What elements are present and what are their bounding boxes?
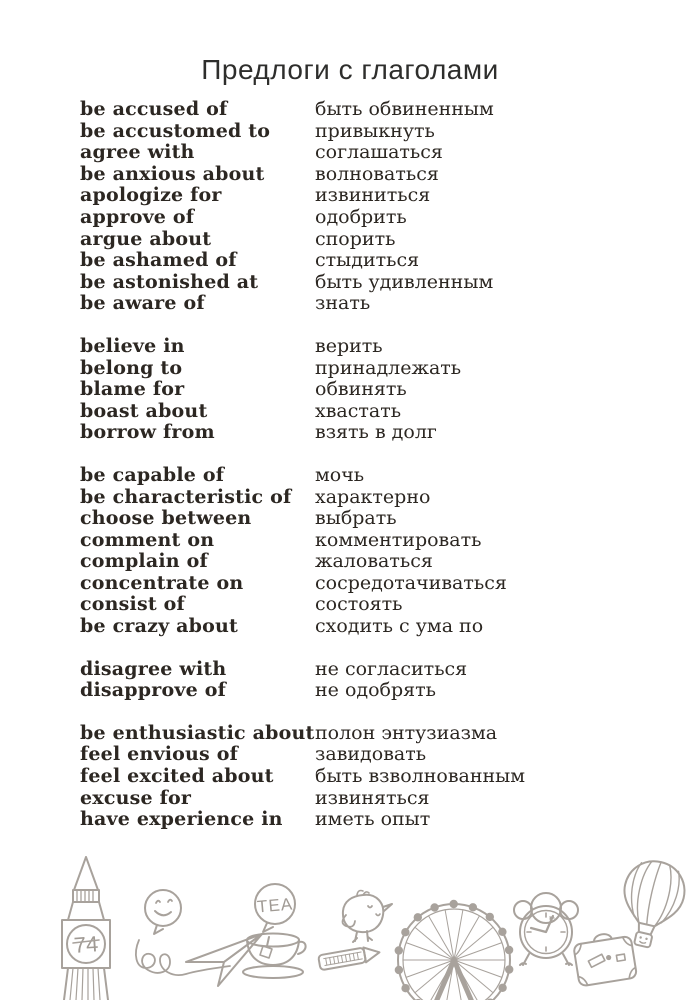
english-phrase: be characteristic of	[80, 485, 292, 508]
vocab-row	[80, 508, 525, 530]
tea-cup-doodle	[236, 880, 314, 992]
english-phrase: comment on	[80, 528, 215, 551]
english-phrase: concentrate on	[80, 571, 244, 594]
english-phrase: be crazy about	[80, 615, 238, 638]
vocab-row	[80, 121, 525, 143]
vocab-row	[80, 185, 525, 207]
russian-translation: обвинять	[315, 378, 407, 401]
english-phrase: belong to	[80, 356, 183, 379]
english-phrase: borrow from	[80, 421, 215, 444]
vocab-row	[80, 336, 525, 358]
english-phrase: be accustomed to	[80, 119, 271, 142]
russian-translation: не одобрять	[315, 679, 436, 702]
vocab-row	[80, 809, 525, 831]
english-phrase: be capable of	[80, 463, 225, 486]
english-phrase: agree with	[80, 141, 195, 164]
hot-air-balloon-doodle	[612, 856, 690, 956]
vocab-row	[80, 358, 525, 380]
big-ben-doodle	[46, 854, 130, 1000]
english-phrase: approve of	[80, 205, 195, 228]
english-phrase: be anxious about	[80, 162, 265, 185]
english-phrase: be aware of	[80, 292, 205, 315]
russian-translation: спорить	[315, 227, 396, 250]
vocab-row	[80, 99, 525, 121]
russian-translation: знать	[315, 292, 371, 315]
vocab-list	[80, 99, 525, 831]
vocab-row	[80, 616, 525, 638]
vocab-row	[80, 487, 525, 509]
vocab-group	[80, 659, 525, 702]
tea-bubble-label: TEA	[256, 894, 294, 917]
russian-translation: сосредотачиваться	[315, 571, 507, 594]
english-phrase: be ashamed of	[80, 249, 237, 272]
russian-translation: состоять	[315, 593, 403, 616]
vocab-row	[80, 680, 525, 702]
russian-translation: комментировать	[315, 528, 482, 551]
vocab-row	[80, 293, 525, 315]
vocab-row	[80, 530, 525, 552]
russian-translation: верить	[315, 334, 383, 357]
vocab-row	[80, 659, 525, 681]
ferris-wheel-doodle	[390, 884, 522, 1000]
russian-translation: характерно	[315, 485, 431, 508]
english-phrase: argue about	[80, 227, 212, 250]
english-phrase: feel envious of	[80, 743, 238, 766]
vocab-row	[80, 272, 525, 294]
vocab-row	[80, 465, 525, 487]
english-phrase: consist of	[80, 593, 185, 616]
russian-translation: извиниться	[315, 184, 431, 207]
russian-translation: иметь опыт	[315, 808, 431, 831]
vocab-group	[80, 723, 525, 831]
vocab-row	[80, 744, 525, 766]
russian-translation: мочь	[315, 463, 365, 486]
russian-translation: жаловаться	[315, 550, 433, 573]
vocab-row	[80, 422, 525, 444]
vocab-row	[80, 207, 525, 229]
english-phrase: complain of	[80, 550, 208, 573]
russian-translation: не согласиться	[315, 657, 468, 680]
vocab-row	[80, 594, 525, 616]
vocab-group	[80, 99, 525, 315]
russian-translation: соглашаться	[315, 141, 443, 164]
english-phrase: be enthusiastic about	[80, 721, 315, 744]
russian-translation: привыкнуть	[315, 119, 435, 142]
english-phrase: excuse for	[80, 786, 192, 809]
english-phrase: choose between	[80, 507, 252, 530]
english-phrase: be astonished at	[80, 270, 259, 293]
english-phrase: blame for	[80, 378, 185, 401]
russian-translation: одобрить	[315, 205, 407, 228]
vocab-row	[80, 788, 525, 810]
vocab-group	[80, 336, 525, 444]
russian-translation: волноваться	[315, 162, 439, 185]
english-phrase: disagree with	[80, 657, 227, 680]
vocab-row	[80, 551, 525, 573]
russian-translation: извиняться	[315, 786, 430, 809]
english-phrase: believe in	[80, 334, 185, 357]
russian-translation: быть удивленным	[315, 270, 494, 293]
russian-translation: выбрать	[315, 507, 397, 530]
vocab-row	[80, 379, 525, 401]
russian-translation: стыдиться	[315, 249, 420, 272]
russian-translation: быть обвиненным	[315, 98, 494, 120]
vocab-row	[80, 164, 525, 186]
russian-translation: полон энтузиазма	[315, 721, 498, 744]
russian-translation: завидовать	[315, 743, 427, 766]
english-phrase: feel excited about	[80, 765, 274, 788]
vocab-group	[80, 465, 525, 638]
vocab-row	[80, 573, 525, 595]
english-phrase: disapprove of	[80, 679, 226, 702]
vocab-row	[80, 766, 525, 788]
vocab-row	[80, 229, 525, 251]
vocab-row	[80, 142, 525, 164]
english-phrase: have experience in	[80, 808, 283, 831]
pencil-doodle	[314, 936, 388, 980]
russian-translation: принадлежать	[315, 356, 462, 379]
russian-translation: быть взволнованным	[315, 765, 526, 788]
vocab-row	[80, 401, 525, 423]
english-phrase: boast about	[80, 399, 208, 422]
russian-translation: взять в долг	[315, 421, 437, 444]
vocab-row	[80, 723, 525, 745]
english-phrase: be accused of	[80, 98, 228, 120]
clock-face-number: 74	[72, 931, 100, 958]
russian-translation: хвастать	[315, 399, 402, 422]
english-phrase: apologize for	[80, 184, 222, 207]
page-title: Предлоги с глаголами	[201, 54, 499, 85]
vocab-row	[80, 250, 525, 272]
russian-translation: сходить с ума по	[315, 615, 484, 638]
